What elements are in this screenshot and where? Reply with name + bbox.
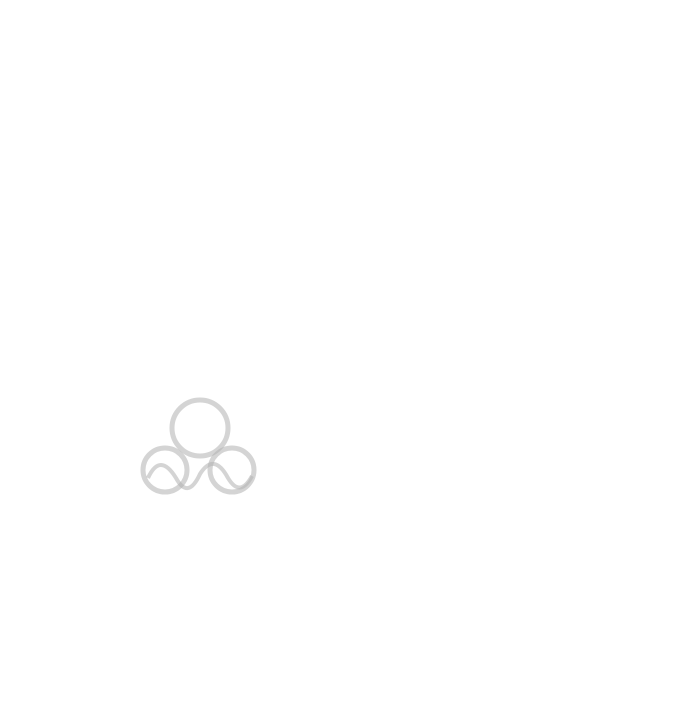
deq-logo-watermark <box>143 400 254 492</box>
footer-watermark-strip <box>0 699 697 715</box>
